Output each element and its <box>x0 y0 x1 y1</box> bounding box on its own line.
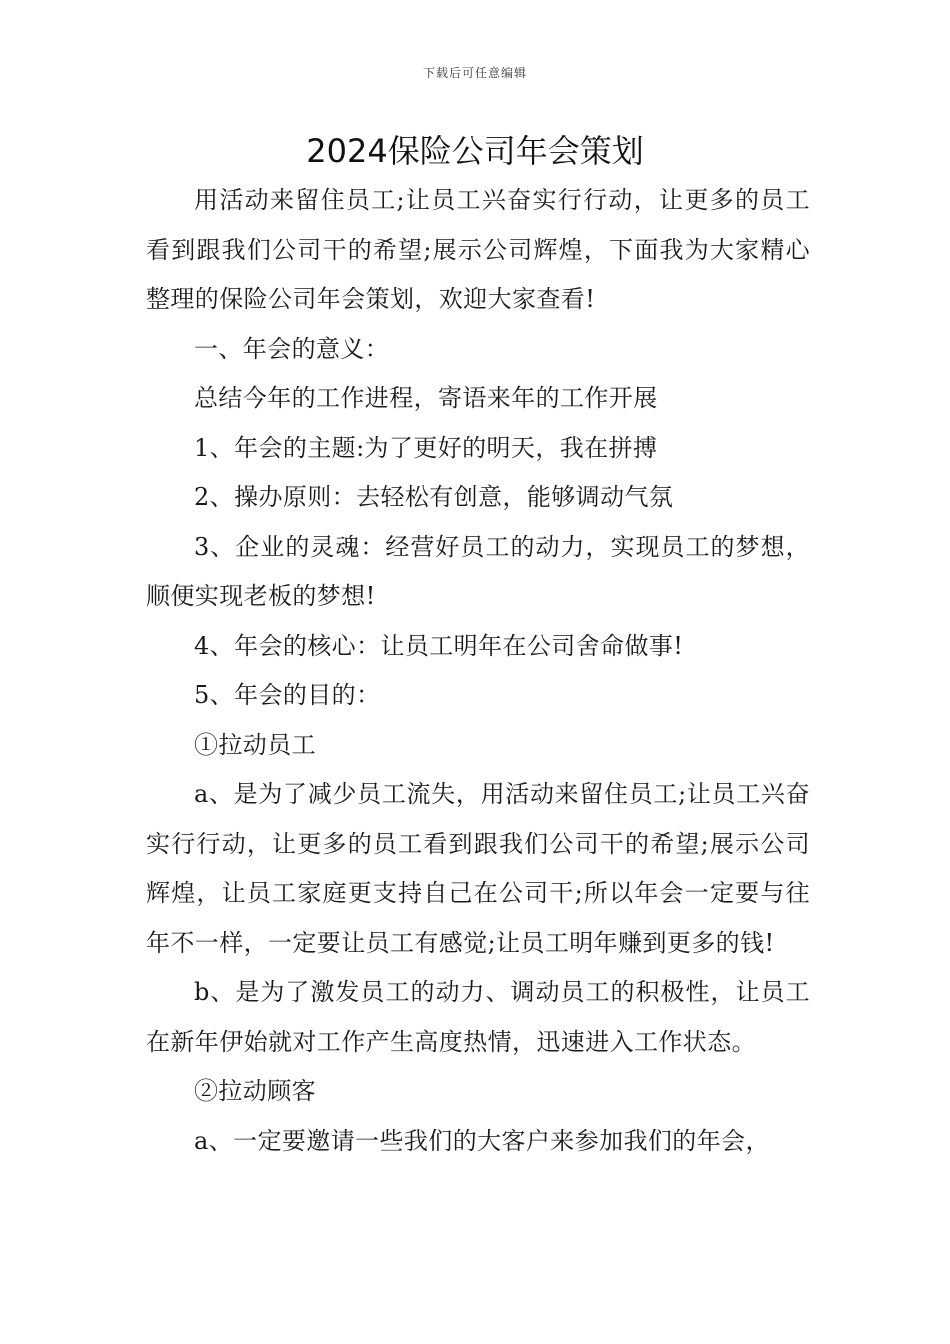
paragraph-employees-b: b、是为了激发员工的动力、调动员工的积极性，让员工在新年伊始就对工作产生高度热情，迅速进入工作状态。 <box>146 978 810 1056</box>
list-item-principle: 2、操办原则：去轻松有创意，能够调动气氛 <box>194 483 674 511</box>
paragraph-employees-a: a、是为了减少员工流失，用活动来留住员工;让员工兴奋实行行动，让更多的员工看到跟我们公司干的希望;展示公司辉煌，让员工家庭更支持自己在公司干;所以年会一定要与往年不一样，一定要让员工有感觉;让员工明年赚到更多的钱! <box>146 780 810 957</box>
section-heading-meaning: 一、年会的意义： <box>194 334 390 363</box>
list-item-soul: 3、企业的灵魂：经营好员工的动力，实现员工的梦想，顺便实现老板的梦想! <box>146 532 810 610</box>
list-item-core: 4、年会的核心：让员工明年在公司舍命做事! <box>194 631 684 660</box>
list-item-purpose: 5、年会的目的： <box>194 681 381 709</box>
document-title: 2024保险公司年会策划 <box>306 132 644 170</box>
document-body <box>146 176 810 1166</box>
intro-paragraph: 用活动来留住员工;让员工兴奋实行行动，让更多的员工看到跟我们公司干的希望;展示公司辉煌，下面我为大家精心整理的保险公司年会策划，欢迎大家查看! <box>146 186 810 313</box>
header-note: 下载后可任意编辑 <box>422 66 527 80</box>
paragraph-customers-a: a、一定要邀请一些我们的大客户来参加我们的年会， <box>194 1126 770 1155</box>
subheading-employees: ①拉动员工 <box>194 730 316 759</box>
subheading-customers: ②拉动顾客 <box>194 1077 316 1105</box>
list-item-theme: 1、年会的主题:为了更好的明天，我在拼搏 <box>194 433 658 462</box>
paragraph-summary: 总结今年的工作进程，寄语来年的工作开展 <box>194 384 658 412</box>
